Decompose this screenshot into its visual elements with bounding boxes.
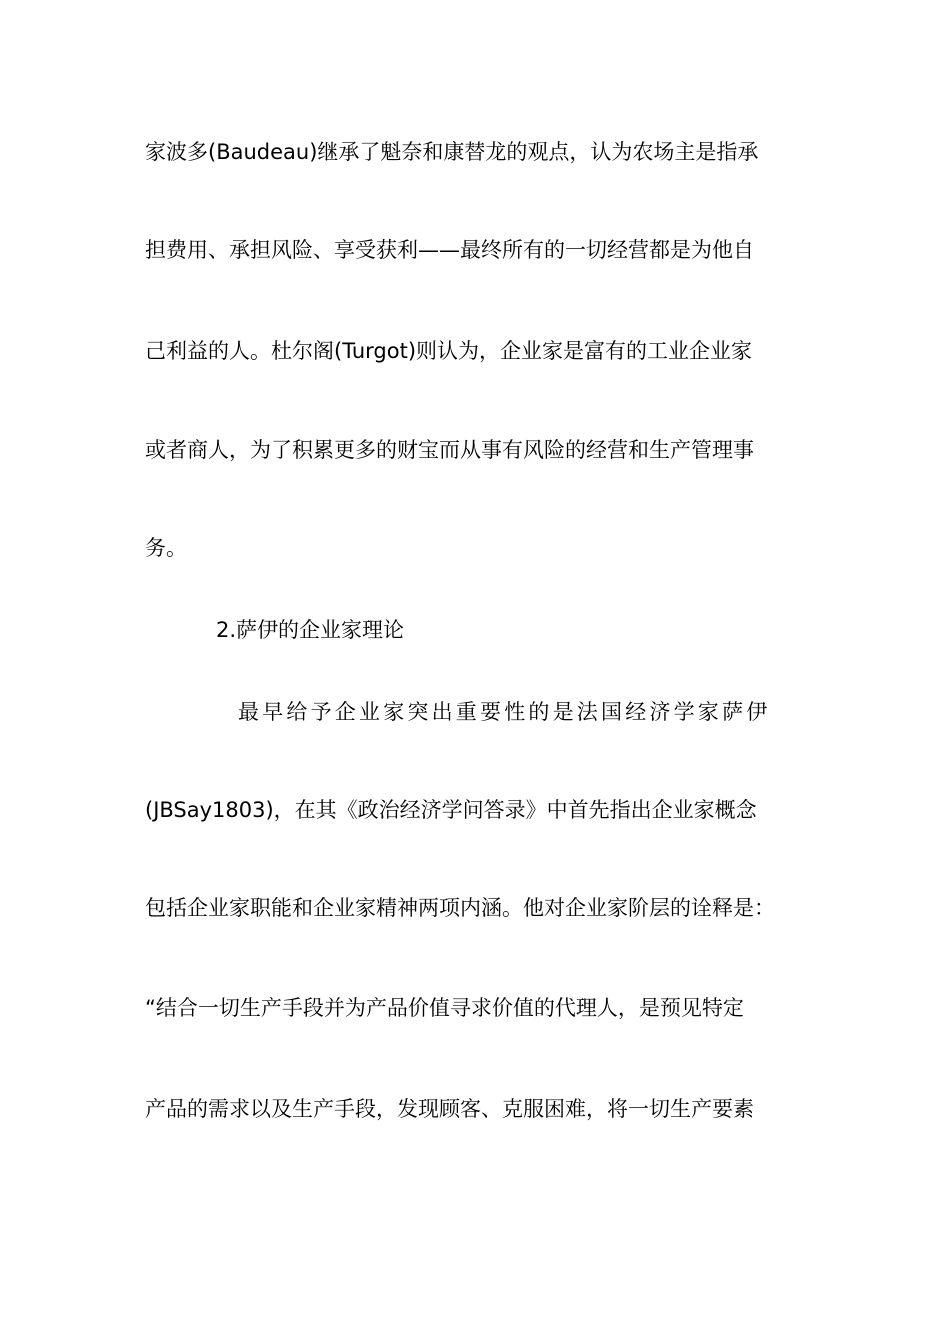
paragraph-1-line-3: 己利益的人。杜尔阁(Turgot)则认为，企业家是富有的工业企业家 xyxy=(145,339,753,363)
paragraph-2-line-5: 产品的需求以及生产手段，发现顾客、克服困难，将一切生产要素 xyxy=(145,1097,754,1121)
paragraph-1-line-5: 务。 xyxy=(145,536,187,560)
paragraph-2-line-4: “结合一切生产手段并为产品价值寻求价值的代理人，是预见特定 xyxy=(145,996,744,1020)
paragraph-1-line-1: 家波多(Baudeau)继承了魁奈和康替龙的观点，认为农场主是指承 xyxy=(145,140,759,164)
section-heading: 2.萨伊的企业家理论 xyxy=(216,618,405,642)
paragraph-2-line-1: 最早给予企业家突出重要性的是法国经济学家萨伊 xyxy=(238,700,771,724)
paragraph-2-line-2: (JBSay1803)，在其《政治经济学问答录》中首先指出企业家概念 xyxy=(145,798,757,822)
paragraph-2-line-3: 包括企业家职能和企业家精神两项内涵。他对企业家阶层的诠释是： xyxy=(145,896,775,920)
paragraph-1-line-2: 担费用、承担风险、享受获利——最终所有的一切经营都是为他自 xyxy=(145,238,754,262)
paragraph-1-line-4: 或者商人，为了积累更多的财宝而从事有风险的经营和生产管理事 xyxy=(145,438,754,462)
